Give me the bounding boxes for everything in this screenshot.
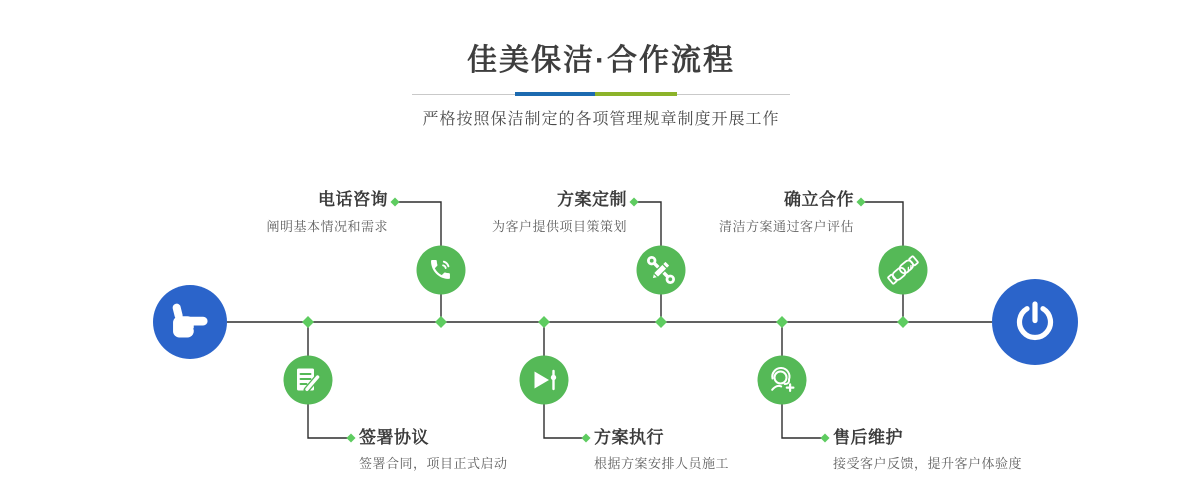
step-title: 售后维护 — [833, 428, 903, 447]
step-desc: 签署合同，项目正式启动 — [359, 456, 508, 471]
page-title: 佳美保洁·合作流程 — [467, 44, 735, 77]
step-title: 方案定制 — [557, 190, 627, 209]
step-title: 方案执行 — [594, 428, 664, 447]
junction-diamond — [435, 316, 447, 328]
junction-diamond — [897, 316, 909, 328]
step-node-cooperate — [879, 246, 928, 295]
label-diamond — [856, 197, 865, 206]
step-label-plan-execute — [594, 428, 729, 472]
step-node-aftersales — [758, 356, 807, 405]
page-subtitle: 严格按照保洁制定的各项管理规章制度开展工作 — [422, 111, 780, 128]
label-diamond — [581, 433, 590, 442]
junction-diamond — [302, 316, 314, 328]
step-desc: 接受客户反馈，提升客户体验度 — [833, 456, 1023, 471]
label-diamond — [390, 197, 399, 206]
step-node-phone — [417, 246, 466, 295]
step-desc: 为客户提供项目策策划 — [491, 219, 627, 234]
step-desc: 阐明基本情况和需求 — [266, 219, 388, 234]
step-label-plan-custom — [492, 190, 627, 235]
step-label-after-sales — [833, 428, 1022, 472]
step-desc: 根据方案安排人员施工 — [594, 456, 730, 471]
step-label-sign-agreement — [359, 428, 508, 472]
junction-diamond — [655, 316, 667, 328]
step-title: 电话咨询 — [318, 190, 388, 209]
step-label-confirm-cooperation — [719, 190, 854, 235]
junction-diamond — [776, 316, 788, 328]
label-diamond — [346, 433, 355, 442]
step-title: 签署协议 — [359, 428, 429, 447]
label-diamond — [820, 433, 829, 442]
label-diamond — [629, 197, 638, 206]
step-label-phone-consult — [266, 190, 388, 235]
junction-diamond — [538, 316, 550, 328]
step-desc: 清洁方案通过客户评估 — [718, 219, 854, 234]
step-title: 确立合作 — [784, 190, 854, 209]
